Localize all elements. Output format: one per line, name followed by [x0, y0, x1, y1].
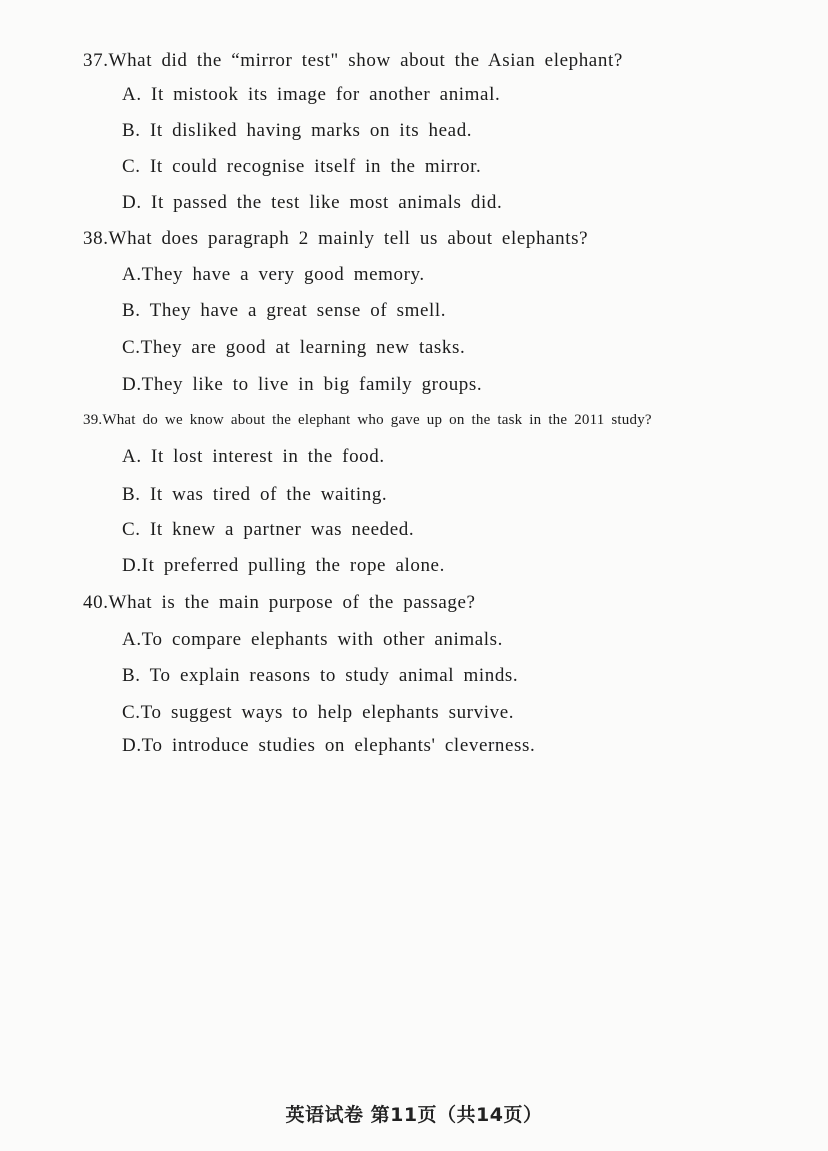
- question-40: [83, 592, 783, 614]
- option-a: A. It mistook its image for another animal.: [122, 84, 501, 105]
- option-a: A. It lost interest in the food.: [122, 446, 385, 467]
- option-d: D. It passed the test like most animals did.: [122, 192, 503, 213]
- option-c: C.To suggest ways to help elephants survive.: [122, 702, 515, 723]
- question-stem: 40.What is the main purpose of the passage?: [83, 592, 476, 613]
- option-d: D.They like to live in big family groups.: [122, 374, 483, 395]
- option-c: C. It knew a partner was needed.: [122, 519, 415, 540]
- question-stem: 38.What does paragraph 2 mainly tell us about elephants?: [83, 228, 589, 249]
- option-c: C. It could recognise itself in the mirror.: [122, 156, 482, 177]
- option-b: B. It disliked having marks on its head.: [122, 120, 473, 141]
- option-d: D.It preferred pulling the rope alone.: [122, 555, 445, 576]
- option-b: B. It was tired of the waiting.: [122, 484, 388, 505]
- option-c: C.They are good at learning new tasks.: [122, 337, 466, 358]
- option-b: B. To explain reasons to study animal minds.: [122, 665, 519, 686]
- question-38: [83, 228, 783, 250]
- page-footer: 英语试卷 第11页（共14页）: [285, 1104, 543, 1126]
- option-a: A.To compare elephants with other animals.: [122, 629, 504, 650]
- question-stem: 37.What did the “mirror test" show about the Asian elephant?: [83, 50, 623, 71]
- question-39: [83, 412, 783, 429]
- option-a: A.They have a very good memory.: [122, 264, 425, 285]
- question-37: [83, 50, 783, 72]
- option-d: D.To introduce studies on elephants' cleverness.: [122, 735, 536, 756]
- question-stem: 39.What do we know about the elephant who gave up on the task in the 2011 study?: [83, 412, 652, 428]
- option-b: B. They have a great sense of smell.: [122, 300, 447, 321]
